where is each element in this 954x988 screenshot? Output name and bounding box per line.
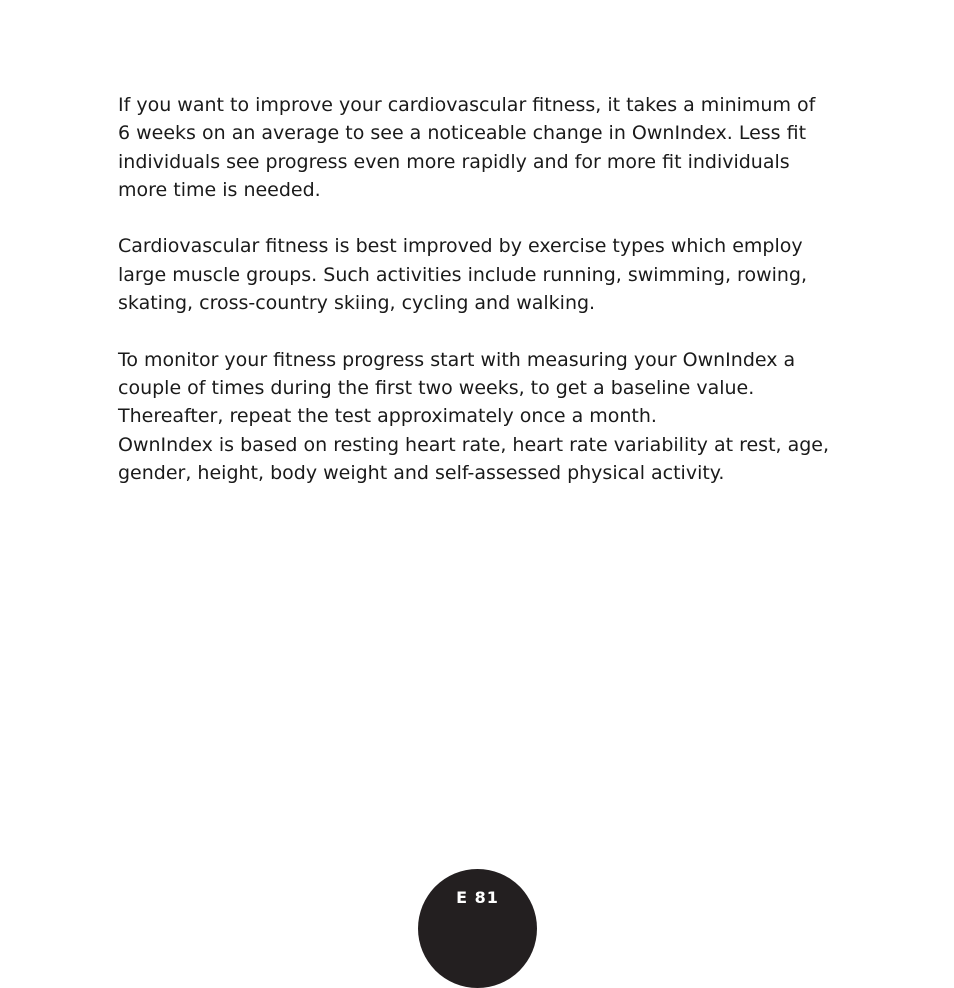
text-line: skating, cross-country skiing, cycling and walking. (118, 292, 596, 315)
text-line: Cardiovascular fitness is best improved by exercise types which employ (118, 235, 803, 258)
text-line: 6 weeks on an average to see a noticeable change in OwnIndex. Less fit (118, 122, 807, 145)
text-line: large muscle groups. Such activities include running, swimming, rowing, (118, 263, 808, 286)
paragraph-monitor-progress (118, 346, 858, 487)
text-line: If you want to improve your cardiovascular fitness, it takes a minimum of (118, 94, 816, 116)
page-number: E 81 (456, 888, 499, 907)
paragraph-fitness-improvement (118, 91, 858, 204)
page-body (118, 91, 858, 515)
text-line: To monitor your fitness progress start with measuring your OwnIndex a (118, 348, 796, 371)
text-line: Thereafter, repeat the test approximately once a month. (118, 405, 657, 428)
paragraph-exercise-types (118, 232, 858, 317)
text-line: gender, height, body weight and self-assessed physical activity. (118, 461, 725, 484)
page-number-tab (418, 869, 537, 988)
text-line: couple of times during the first two weeks, to get a baseline value. (118, 376, 755, 399)
text-line: OwnIndex is based on resting heart rate, heart rate variability at rest, age, (118, 433, 830, 456)
text-line: more time is needed. (118, 178, 321, 201)
text-line: individuals see progress even more rapidly and for more fit individuals (118, 150, 790, 173)
